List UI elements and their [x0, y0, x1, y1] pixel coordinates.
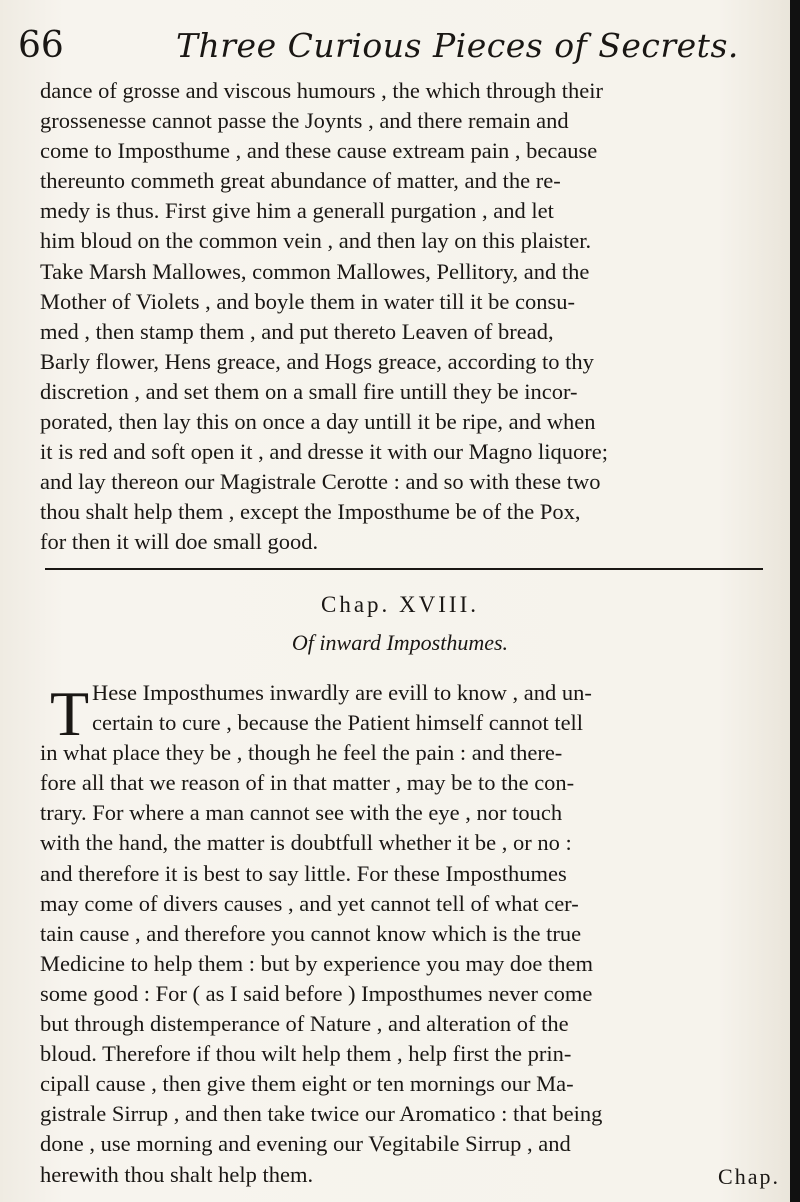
- text-line: bloud. Therefore if thou wilt help them , help first the prin-: [40, 1041, 572, 1067]
- text-line: him bloud on the common vein , and then lay on this plaister.: [40, 228, 592, 254]
- drop-cap-initial: T: [50, 678, 90, 749]
- text-line: Mother of Violets , and boyle them in water till it be consu-: [40, 288, 576, 314]
- text-line: cipall cause , then give them eight or ten mornings our Ma-: [40, 1071, 574, 1097]
- text-line: with the hand, the matter is doubtfull whether it be , or no :: [40, 830, 572, 856]
- page-number: 66: [18, 25, 64, 66]
- text-line: come to Imposthume , and these cause extream pain , because: [40, 138, 598, 164]
- text-line: it is red and soft open it , and dresse it with our Magno liquore;: [40, 439, 609, 465]
- text-line: gistrale Sirrup , and then take twice our Aromatico : that being: [40, 1101, 603, 1127]
- text-line: thereunto commeth great abundance of matter, and the re-: [40, 168, 561, 194]
- text-line: porated, then lay this on once a day untill it be ripe, and when: [40, 409, 596, 435]
- text-line: and therefore it is best to say little. For these Imposthumes: [40, 860, 567, 886]
- text-line: Hese Imposthumes inwardly are evill to know , and un-: [92, 680, 592, 705]
- text-line: trary. For where a man cannot see with the eye , nor touch: [40, 800, 563, 826]
- text-line: but through distemperance of Nature , and alteration of the: [40, 1011, 569, 1037]
- text-line: and lay thereon our Magistrale Cerotte : and so with these two: [40, 469, 601, 495]
- text-line: Take Marsh Mallowes, common Mallowes, Pellitory, and the: [40, 258, 590, 284]
- text-line: certain to cure , because the Patient himself cannot tell: [92, 710, 584, 736]
- chapter-subtitle: Of inward Imposthumes.: [291, 630, 509, 655]
- section-divider: [45, 568, 763, 570]
- text-line: done , use morning and evening our Vegitabile Sirrup , and: [40, 1131, 571, 1157]
- text-line: med , then stamp them , and put thereto Leaven of bread,: [40, 318, 554, 344]
- text-block-chapter: [40, 678, 765, 1190]
- text-line: discretion , and set them on a small fire untill they be incor-: [40, 378, 578, 404]
- page-header: [18, 22, 778, 70]
- text-block-continued: [40, 76, 765, 558]
- text-line: medy is thus. First give him a generall purgation , and let: [40, 198, 554, 224]
- text-line: Barly flower, Hens greace, and Hogs greace, according to thy: [40, 348, 594, 374]
- running-title: Three Curious Pieces of Secrets.: [176, 26, 739, 65]
- text-line: Medicine to help them : but by experience you may doe them: [40, 950, 593, 976]
- text-line: dance of grosse and viscous humours , the which through their: [40, 78, 604, 103]
- text-line: grossenesse cannot passe the Joynts , and there remain and: [40, 108, 569, 134]
- chapter-heading: Chap. XVIII.: [321, 592, 479, 617]
- text-line: some good : For ( as I said before ) Imposthumes never come: [40, 980, 593, 1006]
- text-line: thou shalt help them , except the Imposthume be of the Pox,: [40, 499, 581, 525]
- text-line: for then it will doe small good.: [40, 529, 319, 555]
- text-line: may come of divers causes , and yet cannot tell of what cer-: [40, 890, 579, 916]
- catchword: Chap.: [718, 1164, 780, 1189]
- text-line: herewith thou shalt help them.: [40, 1161, 314, 1187]
- text-line: fore all that we reason of in that matter , may be to the con-: [40, 770, 575, 796]
- text-line: in what place they be , though he feel the pain : and there-: [40, 740, 563, 766]
- text-line: tain cause , and therefore you cannot know which is the true: [40, 920, 582, 946]
